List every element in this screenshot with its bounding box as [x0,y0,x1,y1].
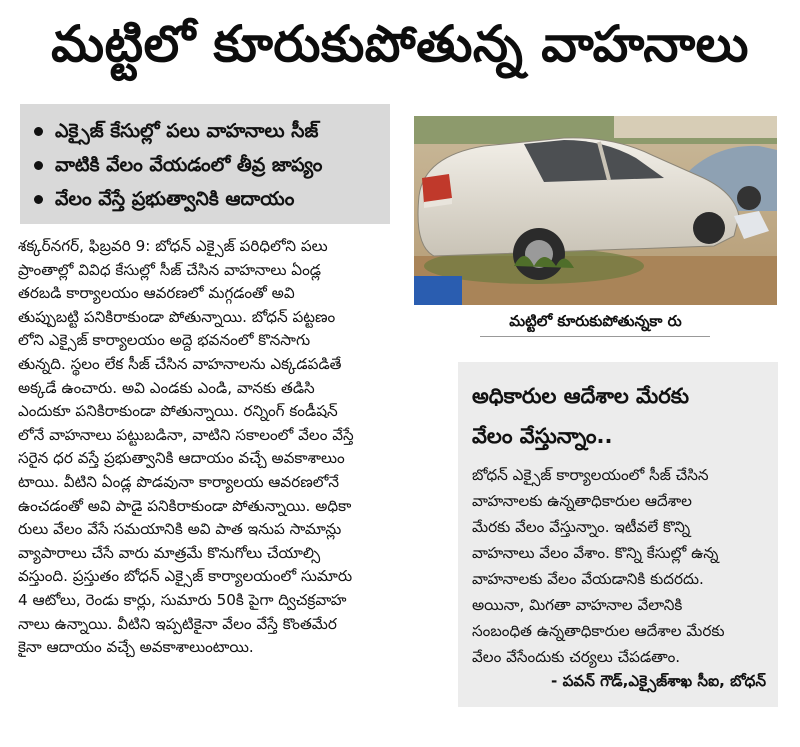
quote-body [472,462,766,670]
quote-title: అధికారుల ఆదేశాల మేరకు వేలం వేస్తున్నాం.. [472,384,689,448]
article-line: ఉంచడంతో అవి పాడై పనికిరాకుండా పోతున్నాయి. అధికా [18,496,352,515]
quote-line: అయినా, మిగతా వాహనాల వేలానికి [472,596,683,614]
quote-line: వాహనాలకు ఉన్నతాధికారుల ఆదేశాల [472,492,692,510]
article-line: లోనే వాహనాలు పట్టుబడినా, వాటిని సకాలంలో వేలం వేస్తే [18,425,354,444]
article-body [18,235,443,660]
bullet-icon [34,161,43,170]
article-line: సరైన ధర వస్తే ప్రభుత్వానికి ఆదాయం వచ్చే అవకాశాలుం [18,449,345,468]
caption-divider [480,336,710,337]
article-line: తున్నది. స్థలం లేక సీజ్ చేసిన వాహనాలను ఎక్కడపడితే [18,354,342,373]
headline: మట్టిలో కూరుకుపోతున్న వాహనాలు [51,14,749,73]
car-photo [414,116,777,305]
bullet-icon [34,195,43,204]
article-line: శక్కర్‌నగర్, ఫిబ్రవరి 9: బోధన్ ఎక్సైజ్ పరిధిలోని పలు [18,237,328,255]
highlight-item: వాటికి వేలం వేయడంలో తీవ్ర జాప్యం [34,148,378,182]
article-line: 4 ఆటోలు, రెండు కార్లు, సుమారు 50కి పైగా ద్విచక్రవాహ [18,590,347,609]
highlight-item: వేలం వేస్తే ప్రభుత్వానికి ఆదాయం [34,182,378,216]
photo-caption: మట్టిలో కూరుకుపోతున్నకా రు [509,312,682,330]
article-line: ప్రాంతాల్లో వివిధ కేసుల్లో సీజ్ చేసిన వాహనాలు ఏండ్ల [18,260,322,279]
quote-signature: - పవన్ గౌడ్,ఎక్సైజ్‌శాఖ సీఐ, బోధన్ [551,672,766,690]
article-line: అక్కడే ఉంచారు. అవి ఎండకు ఎండి, వానకు తడిసి [18,378,315,397]
article-line: వ్యాపారాలు చేసే వారు మాత్రమే కొనుగోలు చేయాల్సి [18,543,321,562]
quote-line: సంబంధిత ఉన్నతాధికారుల ఆదేశాల మేరకు [472,622,725,640]
article-line: రులు వేలం వేసే సమయానికి అవి పాత ఇనుప సామాన్లు [18,520,342,539]
official-quote-box [458,362,778,707]
article-line: వస్తుంది. ప్రస్తుతం బోధన్ ఎక్సైజ్ కార్యాలయంలో సుమారు [18,567,353,586]
article-line: తరబడి కార్యాలయం ఆవరణలో మగ్గడంతో అవి [18,284,295,303]
highlights-box [20,104,390,224]
article-line: లోని ఎక్సైజ్ కార్యాలయం అద్దె భవనంలో కొనసాగు [18,331,311,350]
quote-line: మేరకు వేలం వేస్తున్నాం. ఇటీవలే కొన్ని [472,518,691,536]
quote-line: బోధన్ ఎక్సైజ్ కార్యాలయంలో సీజ్ చేసిన [472,466,709,484]
article-line: తుప్పుబట్టి పనికిరాకుండా పోతున్నాయి. బోధన్ పట్టణం [18,307,336,326]
article-line: నాలు ఉన్నాయి. వీటిని ఇప్పటికైనా వేలం వేస్తే కొంతమేర [18,614,337,633]
quote-line: వాహనాలు వేలం వేశాం. కొన్ని కేసుల్లో ఉన్న [472,544,719,562]
bullet-icon [34,127,43,136]
highlight-item: ఎక్సైజ్ కేసుల్లో పలు వాహనాలు సీజ్ [34,114,378,148]
article-line: టాయి. వీటిని ఏండ్ల పొడవునా కార్యాలయ ఆవరణలోనే [18,472,340,491]
quote-line: వాహనాలకు వేలం వేయడానికి కుదరదు. [472,570,704,588]
article-line: ఎందుకూ పనికిరాకుండా పోతున్నాయి. రన్నింగ్ కండీషన్ [18,402,338,421]
article-line: కైనా ఆదాయం వచ్చే అవకాశాలుంటాయి. [18,638,254,657]
quote-line: వేలం వేసేందుకు చర్యలు చేపడతాం. [472,648,681,666]
